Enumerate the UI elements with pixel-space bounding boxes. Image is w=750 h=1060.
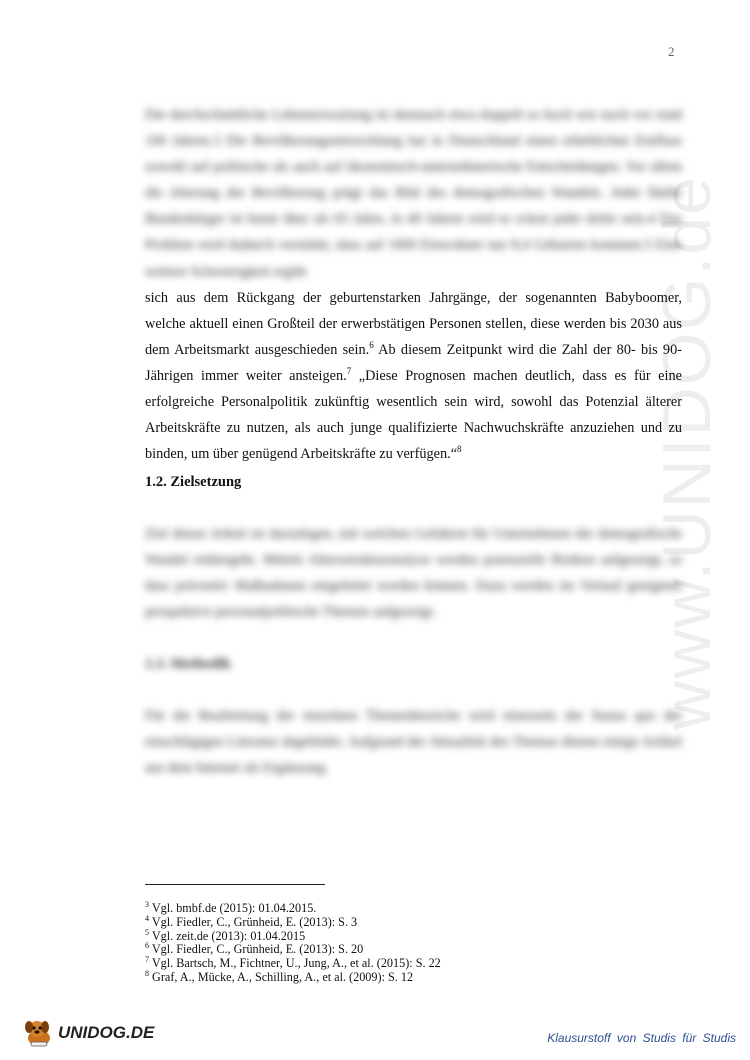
footnote-number: 4 — [145, 913, 149, 923]
footnote-number: 5 — [145, 927, 149, 937]
section-heading-zielsetzung: 1.2. Zielsetzung — [145, 474, 242, 490]
footnote-text: Graf, A., Mücke, A., Schilling, A., et al. (2009): S. 12 — [152, 969, 414, 984]
intro-quote: „Diese Prognosen machen deutlich, dass es für eine erfolgreiche Personalpolitik zukünftig wesentlich sein wird, sowohl das Potenzial älterer Arbeitskräfte zu nutzen, als auch junge qualifizierte Nachwuchskräfte anzuziehen und zu binden, um über genügend Arbeitskräfte zu verfügen.“ — [145, 367, 682, 463]
unidog-logo[interactable] — [22, 1018, 154, 1048]
footnote-item — [145, 957, 441, 971]
footnote-ref-7[interactable]: 7 — [346, 366, 352, 377]
methodik-section — [145, 703, 682, 781]
footnote-divider — [145, 884, 325, 885]
footnote-item — [145, 899, 441, 916]
footnote-number: 6 — [145, 941, 149, 951]
section-heading-methodik: 1.3. Methodik — [145, 656, 231, 672]
footnote-number: 7 — [145, 955, 149, 965]
methodik-blurred-paragraph: Für die Bearbeitung der einzelnen Themenbereiche wird einerseits der Status quo der einschlägigen Literatur abgebildet. Aufgrund der Aktualität des Themas dienen einige Artikel aus dem Internet als Ergänzung. — [145, 708, 682, 777]
footnote-number: 8 — [145, 968, 149, 978]
intro-section — [145, 102, 682, 467]
footnote-text: Vgl. zeit.de (2013): 01.04.2015 — [151, 928, 306, 943]
intro-text-1: sich aus dem Rückgang der geburtenstarken Jahrgänge, der sogenannten Babyboomer, welche aktuell einen Großteil der erwerbstätigen Personen stellen, diese werden bis 2030 aus dem Arbeitsmarkt ausgeschieden sein. — [145, 289, 682, 358]
footnote-item — [145, 913, 441, 930]
footnote-text: Vgl. bmbf.de (2015): 01.04.2015. — [151, 901, 317, 915]
footnote-ref-8[interactable]: 8 — [457, 444, 462, 455]
dog-mascot-icon — [22, 1018, 56, 1048]
footnote-text: Vgl. Fiedler, C., Grünheid, E. (2013): S. 20 — [151, 942, 364, 957]
footnote-number: 3 — [145, 899, 149, 909]
logo-text: UNIDOG.DE — [58, 1023, 155, 1042]
zielsetzung-section — [145, 521, 682, 625]
footnote-item — [145, 968, 441, 985]
intro-blurred-paragraph: Die durchschnittliche Lebenserwartung ist demnach etwa doppelt so hoch wie noch vor rund 100 Jahren.3 Die Bevölkerungsentwicklung hat in Deutschland einen erheblichen Einfluss sowohl auf politische als auch auf ökonomisch-unternehmerische Entscheidungen. Vor allem die Alterung der Bevölkerung prägt das Bild des demografischen Wandels. Jeder fünfte Bundesbürger ist heute über als 65 Jahre, in 40 Jahren wird es schon jeder dritte sein.4 Das Problem wird dadurch verstärkt, dass auf 1000 Einwohner nur 8,4 Geburten kommen.5 Eine weitere Schwierigkeit ergibt — [145, 107, 682, 280]
footnote-text: Vgl. Fiedler, C., Grünheid, E. (2013): S. 3 — [151, 914, 358, 929]
intro-text-2: Ab diesem Zeitpunkt wird die Zahl der 80- bis 90-Jährigen immer weiter ansteigen. — [145, 341, 682, 384]
page-number: 2 — [668, 44, 675, 59]
intro-clear-paragraph — [145, 285, 682, 468]
footnote-ref-6[interactable]: 6 — [369, 340, 374, 351]
footnote-text: Vgl. Bartsch, M., Fichtner, U., Jung, A., et al. (2015): S. 22 — [151, 956, 441, 971]
footnotes-list — [145, 899, 441, 985]
zielsetzung-blurred-paragraph: Ziel dieser Arbeit ist darzulegen, mit welchen Gefahren für Unternehmen der demografische Wandel einhergeht. Mittels Altersstrukturanalyse werden potenzielle Risiken aufgezeigt, so dass präventiv Maßnahmen eingeleitet werden können. Dazu werden im Verlauf geeignete prospektive personalpolitische Themen aufgezeigt. — [145, 526, 682, 621]
footer-slogan: Klausurstoff von Studis für Studis — [547, 1031, 736, 1045]
watermark: www.UNIDOG.de — [649, 175, 725, 730]
